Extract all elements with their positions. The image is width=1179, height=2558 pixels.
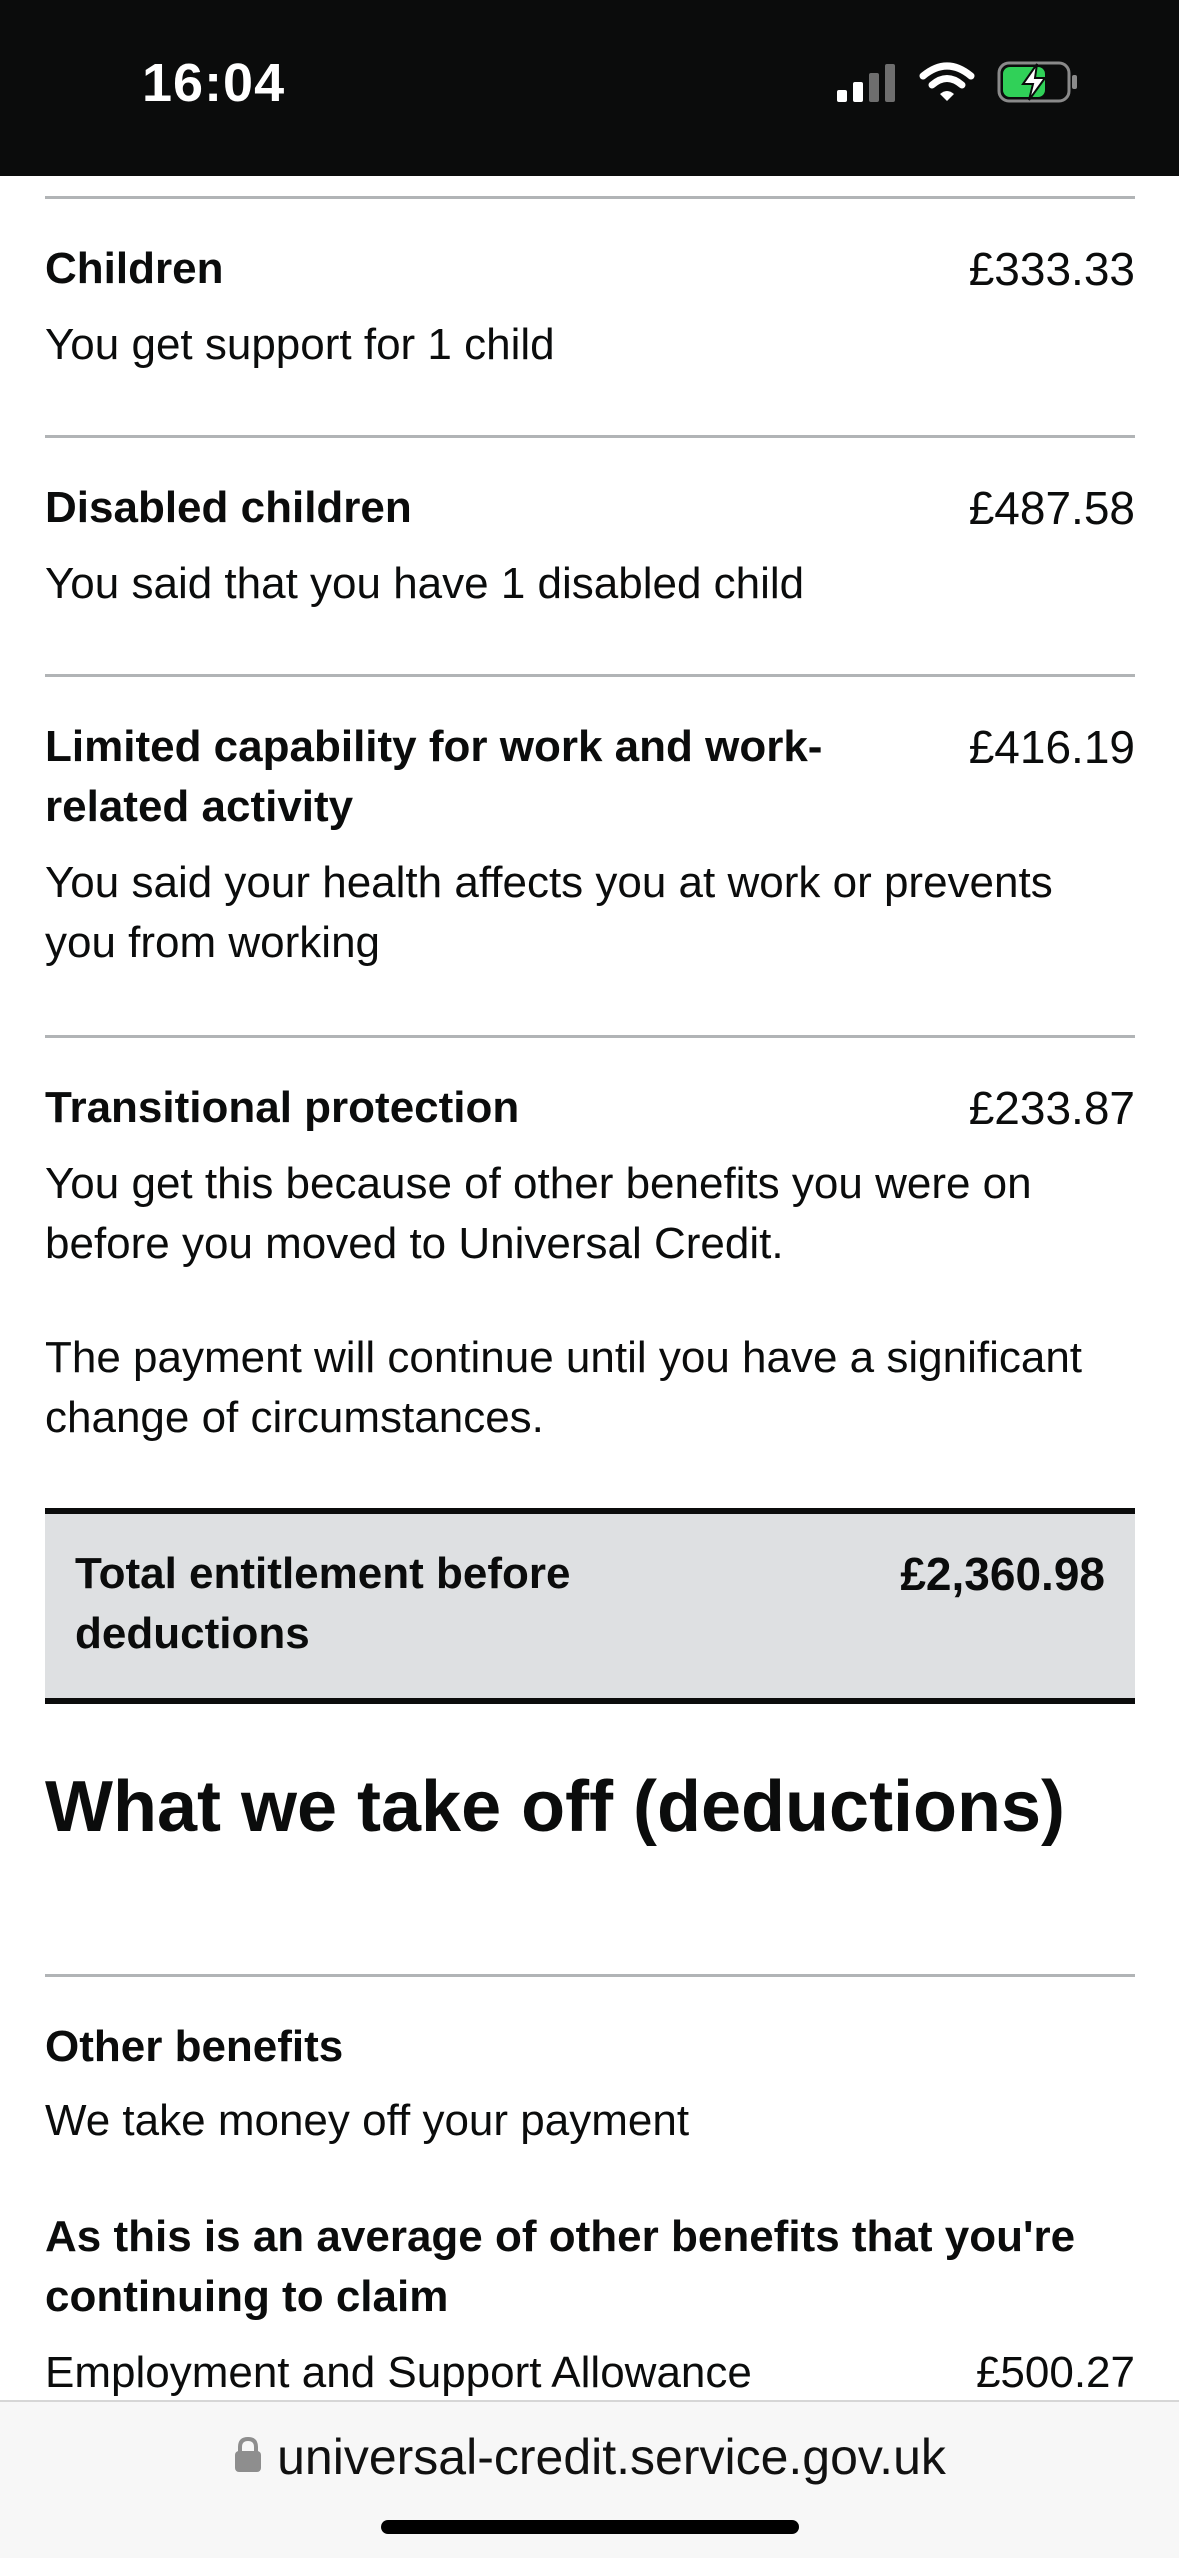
entitlement-amount: £416.19 <box>968 721 1135 773</box>
entitlement-description: You get this because of other benefits you were on before you moved to Universal Credit. The payment will continue until you have a significant change of circumstances. <box>45 1159 1083 1442</box>
entitlement-title: Children <box>45 244 224 293</box>
total-label: Total entitlement before deductions <box>75 1549 571 1658</box>
entitlement-item-limited-capability <box>45 717 1135 973</box>
entitlement-title: Limited capability for work and work-related activity <box>45 722 823 831</box>
total-entitlement-box <box>45 1508 1135 1704</box>
entitlement-amount: £333.33 <box>968 243 1135 295</box>
entitlement-item-transitional-protection <box>45 1078 1135 1448</box>
wifi-icon <box>919 61 975 108</box>
deductions-heading: What we take off (deductions) <box>45 1767 1066 1847</box>
entitlement-item-disabled-children <box>45 478 1135 614</box>
address-row[interactable] <box>0 2428 1179 2486</box>
browser-address-bar[interactable] <box>0 2400 1179 2558</box>
deduction-row <box>45 2343 1135 2400</box>
deduction-title: Other benefits <box>45 2022 344 2071</box>
entitlement-title: Disabled children <box>45 483 412 532</box>
status-bar <box>0 0 1179 176</box>
signal-icon <box>835 62 897 107</box>
deduction-row-label: Employment and Support Allowance <box>45 2348 752 2397</box>
entitlement-description: You said that you have 1 disabled child <box>45 559 805 608</box>
divider <box>45 435 1135 438</box>
entitlement-amount: £233.87 <box>968 1082 1135 1134</box>
deduction-description: We take money off your payment <box>45 2096 690 2145</box>
deduction-item-other-benefits <box>45 2017 1135 2151</box>
total-amount: £2,360.98 <box>900 1548 1105 1600</box>
divider <box>45 196 1135 199</box>
entitlement-description: You said your health affects you at work or prevents you from working <box>45 858 1053 967</box>
home-indicator[interactable] <box>381 2520 799 2534</box>
status-icons <box>835 60 1079 109</box>
average-benefits-heading: As this is an average of other benefits that you're continuing to claim <box>45 2212 1076 2321</box>
entitlement-amount: £487.58 <box>968 482 1135 534</box>
divider <box>45 674 1135 677</box>
status-time: 16:04 <box>142 53 286 113</box>
entitlement-title: Transitional protection <box>45 1083 520 1132</box>
entitlement-item-children <box>45 239 1135 375</box>
deduction-row-amount: £500.27 <box>975 2348 1135 2397</box>
divider <box>45 1974 1135 1977</box>
lock-icon <box>233 2436 263 2479</box>
address-url[interactable]: universal-credit.service.gov.uk <box>277 2429 946 2485</box>
summary-content <box>45 176 1135 2400</box>
entitlement-description: You get support for 1 child <box>45 320 555 369</box>
battery-charging-icon <box>997 60 1079 109</box>
divider <box>45 1035 1135 1038</box>
